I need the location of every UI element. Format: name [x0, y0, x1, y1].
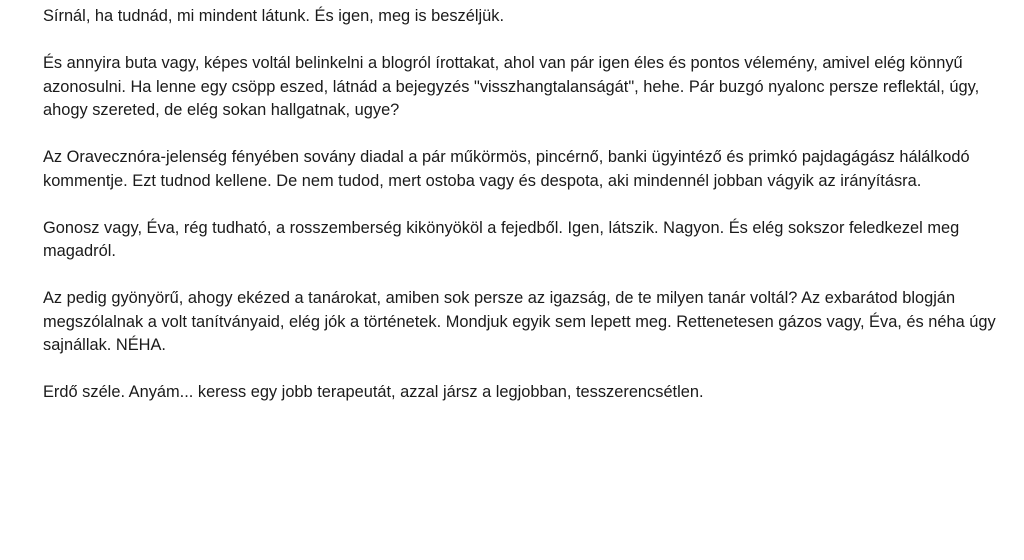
comment-body	[43, 5, 1013, 428]
paragraph-6: Erdő széle. Anyám... keress egy jobb terapeutát, azzal jársz a legjobban, tesszerencsétlen.	[43, 383, 704, 401]
paragraph-2: És annyira buta vagy, képes voltál belinkelni a blogról írottakat, ahol van pár igen éles és pontos vélemény, amivel elég könnyű azonosulni. Ha lenne egy csöpp eszed, látnád a bejegyzés "visszhangtalanságát", hehe. Pár buzgó nyalonc persze reflektál, úgy, ahogy szereted, de elég sokan hallgatnak, ugye?	[43, 54, 980, 119]
paragraph-5: Az pedig gyönyörű, ahogy ekézed a tanárokat, amiben sok persze az igazság, de te milyen tanár voltál? Az exbarátod blogján megszólalnak a volt tanítványaid, elég jók a történetek. Mondjuk egyik sem lepett meg. Rettenetesen gázos vagy, Éva, és néha úgy sajnállak. NÉHA.	[43, 289, 996, 354]
paragraph-1: Sírnál, ha tudnád, mi mindent látunk. És igen, meg is beszéljük.	[43, 7, 505, 25]
paragraph-3: Az Oravecznóra-jelenség fényében sovány diadal a pár műkörmös, pincérnő, banki ügyintéző és primkó pajdagágász hálálkodó kommentje. Ezt tudnod kellene. De nem tudod, mert ostoba vagy és despota, aki mindennél jobban vágyik az irányításra.	[43, 148, 970, 190]
paragraph-4: Gonosz vagy, Éva, rég tudható, a rosszemberség kikönyököl a fejedből. Igen, látszik. Nagyon. És elég sokszor feledkezel meg magadról.	[43, 218, 960, 260]
